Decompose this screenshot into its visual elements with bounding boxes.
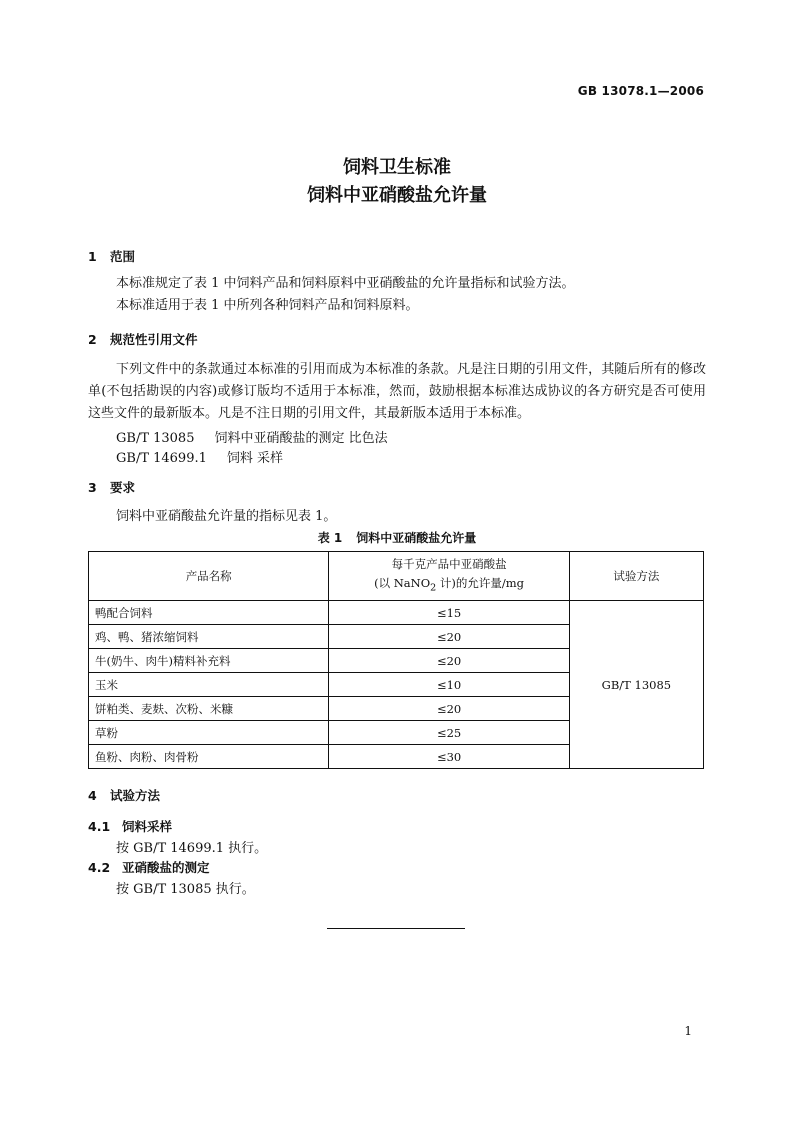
table-header-row: [89, 552, 704, 601]
section-1-paragraph-2: 本标准适用于表 1 中所列各种饲料产品和饲料原料。: [116, 298, 419, 313]
reference-code: GB/T 13085: [116, 431, 195, 446]
table-row: [89, 601, 704, 625]
section-number: 4: [88, 788, 97, 803]
limit-cell: ≤15: [329, 601, 569, 625]
section-1-heading: [88, 247, 135, 265]
method-cell: GB/T 13085: [569, 601, 703, 769]
header-method: 试验方法: [569, 552, 703, 601]
subsection-4-2-heading: [88, 858, 210, 876]
product-cell: 鸡、鸭、猪浓缩饲料: [89, 625, 329, 649]
table-caption: [0, 529, 794, 546]
section-title: 范围: [110, 249, 136, 264]
section-3-paragraph-1: 饲料中亚硝酸盐允许量的指标见表 1。: [116, 509, 337, 524]
table-caption-label: 表 1: [317, 531, 343, 545]
product-cell: 鱼粉、肉粉、肉骨粉: [89, 745, 329, 769]
header-limit-post: 计)的允许量/mg: [436, 575, 525, 590]
document-title-line1: 饲料卫生标准: [343, 157, 451, 178]
section-3-heading: [88, 478, 135, 496]
header-limit-pre: (以 NaNO: [374, 575, 431, 590]
limit-cell: ≤20: [329, 697, 569, 721]
section-title: 规范性引用文件: [110, 332, 198, 347]
section-1-paragraph-1: 本标准规定了表 1 中饲料产品和饲料原料中亚硝酸盐的允许量指标和试验方法。: [116, 276, 575, 291]
header-limit-subscript: 2: [430, 582, 437, 594]
reference-name: 饲料中亚硝酸盐的测定 比色法: [214, 431, 388, 446]
nitrite-limits-table: [88, 551, 704, 769]
section-2-paragraph-1: 下列文件中的条款通过本标准的引用而成为本标准的条款。凡是注日期的引用文件，其随后所有的修改单(不包括勘误的内容)或修订版均不适用于本标准，然而，鼓励根据本标准达成协议的各方研究是否可使用这些文件的最新版本。凡是不注日期的引用文件，其最新版本适用于本标准。: [88, 362, 706, 421]
section-number: 2: [88, 332, 97, 347]
limit-cell: ≤20: [329, 649, 569, 673]
product-cell: 饼粕类、麦麸、次粉、米糠: [89, 697, 329, 721]
subsection-4-1-heading: [88, 817, 172, 835]
table-caption-title: 饲料中亚硝酸盐允许量: [356, 531, 477, 545]
reference-item: [116, 427, 388, 446]
section-number: 3: [88, 480, 97, 495]
reference-item: [116, 447, 283, 466]
subsection-number: 4.1: [88, 819, 111, 834]
subsection-title: 饲料采样: [122, 819, 173, 834]
section-title: 要求: [110, 480, 136, 495]
product-cell: 玉米: [89, 673, 329, 697]
subsection-number: 4.2: [88, 860, 111, 875]
subsection-4-1-text: 按 GB/T 14699.1 执行。: [116, 841, 268, 856]
product-cell: 鸭配合饲料: [89, 601, 329, 625]
subsection-4-2-text: 按 GB/T 13085 执行。: [116, 882, 255, 897]
limit-cell: ≤30: [329, 745, 569, 769]
section-2-heading: [88, 330, 198, 348]
reference-code: GB/T 14699.1: [116, 451, 207, 466]
product-cell: 牛(奶牛、肉牛)精料补充料: [89, 649, 329, 673]
section-number: 1: [88, 249, 97, 264]
end-rule: [327, 928, 465, 929]
header-limit: [329, 552, 569, 601]
product-cell: 草粉: [89, 721, 329, 745]
subsection-title: 亚硝酸盐的测定: [122, 860, 210, 875]
limit-cell: ≤20: [329, 625, 569, 649]
section-4-heading: [88, 786, 160, 804]
reference-name: 饲料 采样: [226, 451, 284, 466]
limit-cell: ≤10: [329, 673, 569, 697]
standard-code: GB 13078.1—2006: [577, 84, 704, 98]
section-title: 试验方法: [110, 788, 161, 803]
limit-cell: ≤25: [329, 721, 569, 745]
document-title-line2: 饲料中亚硝酸盐允许量: [307, 185, 487, 206]
header-product: 产品名称: [89, 552, 329, 601]
header-limit-line1: 每千克产品中亚硝酸盐: [391, 556, 507, 571]
page-number: 1: [684, 1024, 692, 1038]
